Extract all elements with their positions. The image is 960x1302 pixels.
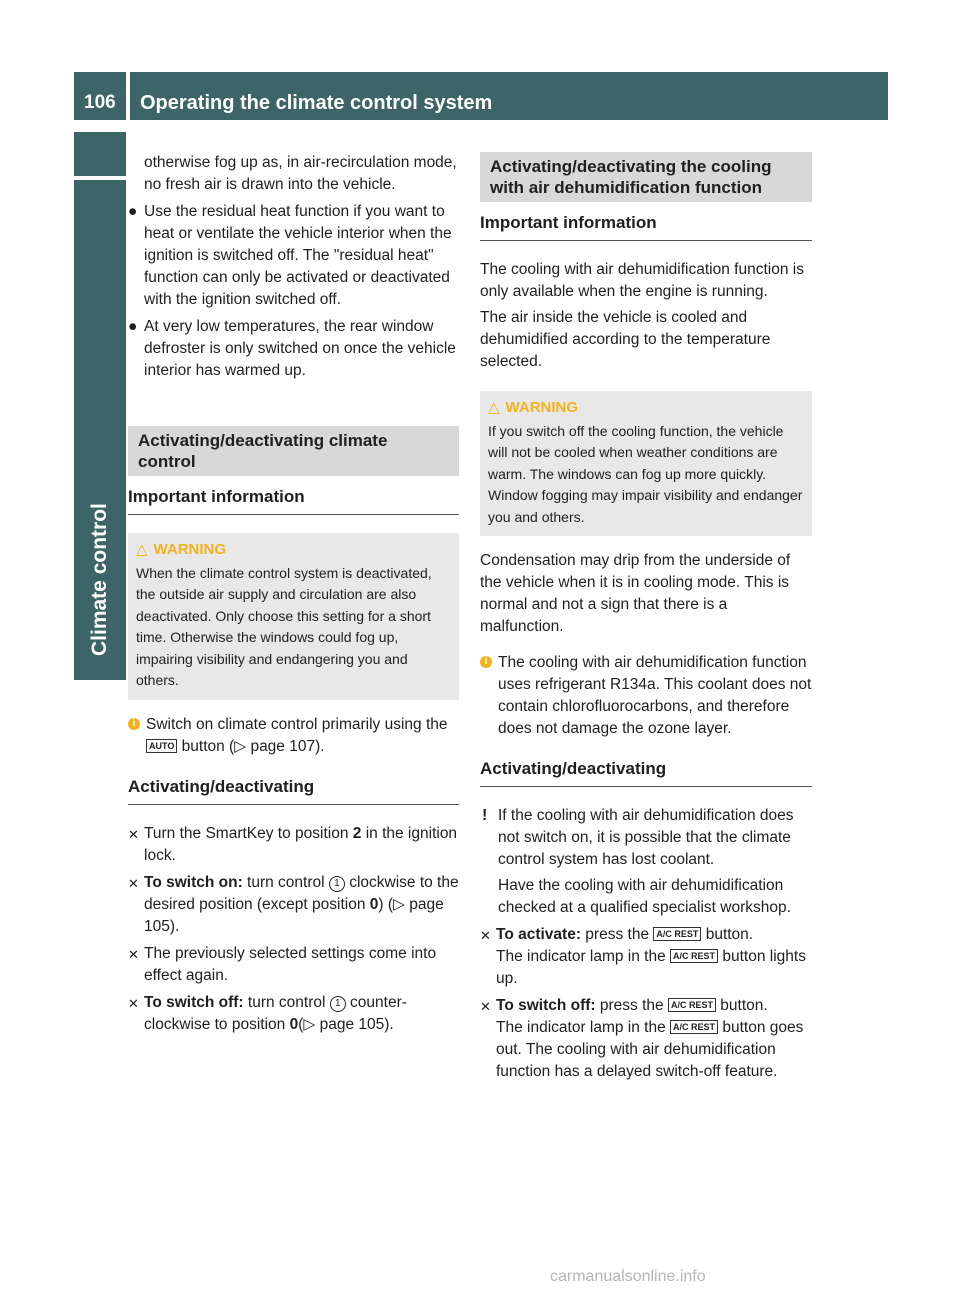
page-reference: ▷ page 107	[234, 737, 316, 755]
warning-triangle-icon: △	[488, 399, 500, 416]
bullet-icon: ●	[128, 318, 138, 335]
subheading-activating: Activating/deactivating	[128, 776, 459, 805]
ac-button-icon: A/C REST	[670, 1020, 718, 1034]
list-item: ● At very low temperatures, the rear window defroster is only switched on once the vehicle interior has warmed up.	[128, 318, 456, 379]
step-item: ✕ To switch on: turn control 1 clockwise to the desired position (except position 0) (▷ page 105).	[128, 873, 459, 935]
warning-box	[480, 391, 812, 536]
step-arrow-icon: ✕	[128, 995, 139, 1011]
step-arrow-icon: ✕	[480, 928, 491, 943]
ac-button-icon: A/C REST	[668, 998, 716, 1012]
bullet-icon: ●	[128, 203, 138, 220]
step-item: ✕ Turn the SmartKey to position 2 in the ignition lock.	[128, 824, 458, 864]
step-arrow-icon: ✕	[128, 875, 139, 891]
exclamation-icon: !	[482, 807, 488, 824]
warning-title: WARNING	[505, 399, 579, 416]
warning-box	[128, 533, 459, 700]
step-arrow-icon: ✕	[128, 826, 139, 842]
step-item: ✕ To activate: press the A/C REST button. The indicator lamp in the A/C REST button lights up.	[480, 926, 806, 987]
warning-triangle-icon: △	[136, 541, 148, 558]
warning-text: When the climate control system is deactivated, the outside air supply and circulation are also deactivated. Only choose this setting for a short time. Otherwise the windows could fog up, impairing visibility and endangering you and others.	[136, 564, 432, 688]
info-note: i Switch on climate control primarily using the AUTO button (▷ page 107).	[128, 714, 459, 758]
paragraph: The air inside the vehicle is cooled and dehumidified according to the temperature selected.	[480, 309, 771, 370]
control-1-icon: 1	[330, 996, 346, 1012]
step-arrow-icon: ✕	[128, 946, 139, 962]
auto-button-icon: AUTO	[146, 739, 177, 753]
side-tab-label: Climate control	[88, 503, 111, 656]
info-icon: i	[128, 718, 140, 730]
step-arrow-icon: ✕	[480, 999, 491, 1014]
info-icon: i	[480, 656, 492, 668]
ac-button-icon: A/C REST	[653, 927, 701, 941]
info-note: i The cooling with air dehumidification function uses refrigerant R134a. This coolant does not contain chlorofluorocarbons, and therefore does not damage the ozone layer.	[480, 652, 812, 740]
caution-note: ! If the cooling with air dehumidification does not switch on, it is possible that the climate control system has lost coolant. Have the cooling with air dehumidification checked at a qualified specialist workshop.	[482, 807, 794, 916]
section-title: Activating/deactivating the cooling with air dehumidification function	[480, 152, 812, 202]
watermark: carmanualsonline.info	[550, 1268, 706, 1285]
left-column	[128, 152, 459, 1036]
subheading-activating: Activating/deactivating	[480, 758, 812, 787]
intro-continuation: otherwise fog up as, in air-recirculation mode, no fresh air is drawn into the vehicle.	[144, 154, 457, 193]
right-column	[480, 152, 812, 1083]
header-bar	[130, 72, 888, 120]
paragraph: Condensation may drip from the underside of the vehicle when it is in cooling mode. This is normal and not a sign that there is a malfunction.	[480, 552, 791, 635]
step-item: ✕ To switch off: turn control 1 counter-clockwise to position 0(▷ page 105).	[128, 993, 407, 1033]
ac-button-icon: A/C REST	[670, 949, 718, 963]
page-title: Operating the climate control system	[140, 92, 493, 114]
section-title: Activating/deactivating climate control	[128, 426, 459, 476]
warning-title: WARNING	[153, 541, 227, 558]
page-number: 106	[84, 92, 116, 113]
page-number-box	[74, 72, 126, 120]
step-item: ✕ To switch off: press the A/C REST button. The indicator lamp in the A/C REST button goes out. The cooling with air dehumidification function has a delayed switch-off feature.	[480, 997, 804, 1080]
warning-text: If you switch off the cooling function, the vehicle will not be cooled when weather conditions are warm. The windows can fog up more quickly. Window fogging may impair visibility and endanger you and others.	[488, 422, 803, 525]
side-marker	[74, 132, 126, 176]
list-item: ● Use the residual heat function if you want to heat or ventilate the vehicle interior when the ignition is switched off. The "residual heat" function can only be activated or deactivated with the ignition switched off.	[128, 203, 452, 308]
subheading-important: Important information	[128, 486, 459, 515]
subheading-important: Important information	[480, 212, 812, 241]
step-item: ✕ The previously selected settings come into effect again.	[128, 944, 437, 984]
control-1-icon: 1	[329, 876, 345, 892]
paragraph: The cooling with air dehumidification function is only available when the engine is running.	[480, 261, 804, 300]
